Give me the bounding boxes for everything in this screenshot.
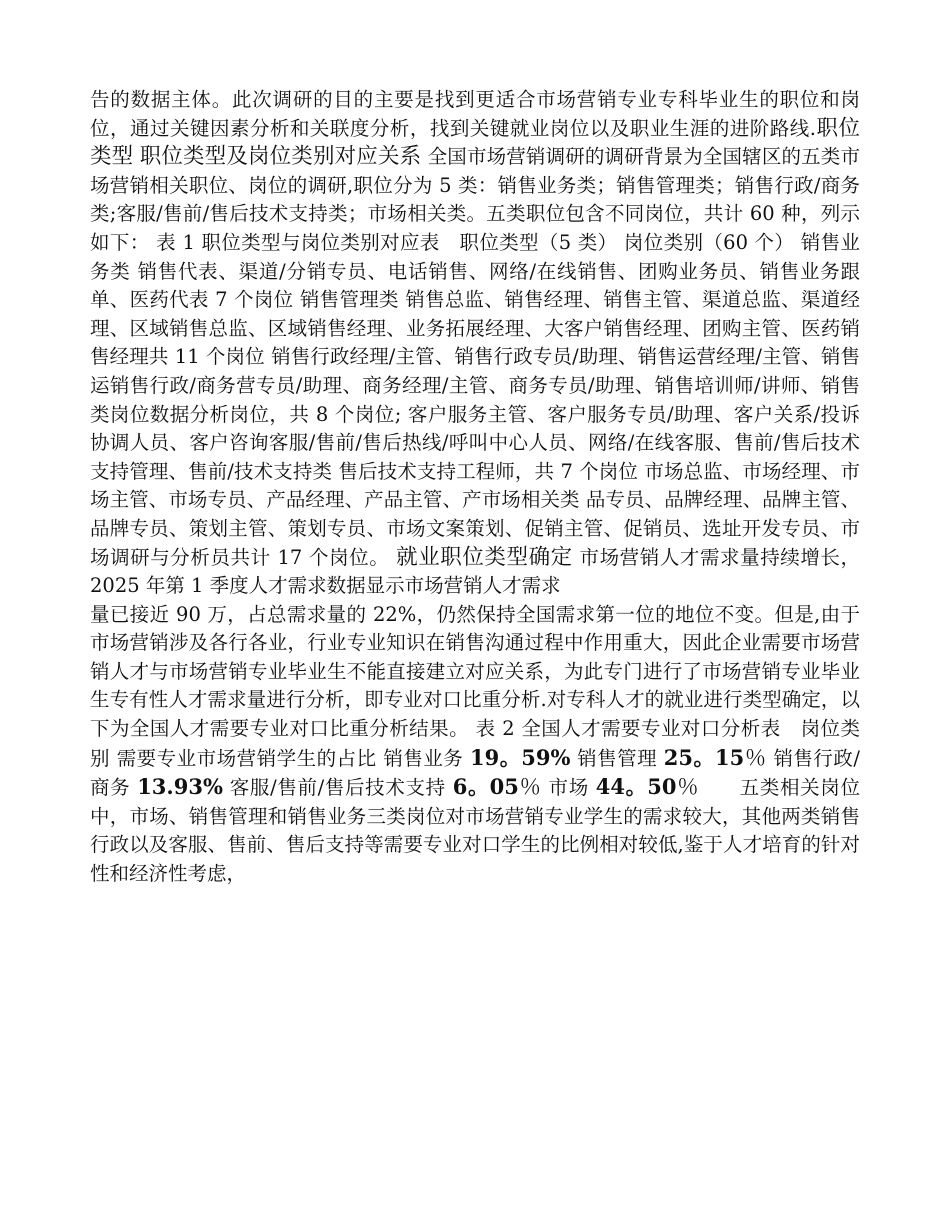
heading-mapping: 职位类型及岗位类别对应关系 — [139, 144, 422, 170]
table2-row — [549, 776, 740, 799]
row-unit: ％ — [518, 775, 542, 801]
row-category: 销售业务 — [383, 746, 464, 770]
intro-text: 告的数据主体。此次调研的目的主要是找到更适合市场营销专业专科毕业生的职位和岗位，通过关键因素分析和关联度分析，找到关键就业岗位以及职业生涯的进阶路线. — [90, 88, 860, 140]
row-category: 客服/售前/售后技术支持 — [229, 776, 446, 800]
paragraph-block-1 — [90, 86, 860, 601]
row-sep — [542, 776, 549, 799]
demand-text: 量已接近 90 万，占总需求量的 22%，仍然保持全国需求第一位的地位不变。但是,由于市场营销涉及各行各业，行业专业知识在销售沟通过程中作用重大，因此企业需要市场营销人才与市场营销专业毕业生不能直接建立对应关系，为此专门进行了市场营销专业毕业生专有性人才需求量进行分析，即专业对口比重分析.对专科人才的就业进行类型确定，以下为全国人才需要专业对口比重分析结果。 — [90, 602, 860, 741]
row-value: 25。15 — [663, 744, 745, 770]
survey-text: 全国市场营销调研的调研背景为全国辖区的五类市场营销相关职位、岗位的调研,职位分为 5 类：销售业务类；销售管理类；销售行政/商务类;客服/售前/售后技术支持类；市场相关类。五类职位包含不同岗位，共计 60 种，列示如下： — [90, 145, 860, 254]
demand-start: 市场营销人才需求量持续增长，2025 年第 1 季度人才需求数据显示市场营销人才需求 — [90, 545, 860, 598]
row-sep — [699, 776, 739, 799]
table1-text: 表 1 职位类型与岗位类别对应表 职位类型（5 类） 岗位类别（60 个） 销售业务类 销售代表、渠道/分销专员、电话销售、网络/在线销售、团购业务员、销售业务跟单、医药代表 7 个岗位 销售管理类 销售总监、销售经理、销售主管、渠道总监、渠道经理、区域销售总监、区域销售经理、业务拓展经理、大客户销售经理、团购主管、医药销售经理共 11 个岗位 销售行政经理/主管、销售行政专员/助理、销售运营经理/主管、销售运销售行政/商务营专员/助理、商务经理/主管、商务专员/助理、销售培训师/讲师、销售类岗位数据分析岗位，共 8 个岗位; 客户服务主管、客户服务专员/助理、客户关系/投诉协调人员、客户咨询客服/售前/售后热线/呼叫中心人员、网络/在线客服、售前/售后技术支持管理、售前/技术支持类 售后技术支持工程师，共 7 个岗位 市场总监、市场经理、市场主管、市场专员、产品经理、产品主管、产市场相关类 品专员、品牌经理、品牌主管、品牌专员、策划主管、策划专员、市场文案策划、促销主管、促销员、选址开发专员、市场调研与分析员共计 17 个岗位。 — [90, 230, 860, 569]
row-category: 市场 — [548, 776, 589, 800]
document-page — [90, 86, 860, 889]
row-value: 44。50 — [595, 774, 677, 800]
conclusion-text: 五类相关岗位中，市场、销售管理和销售业务三类岗位对市场营销专业学生的需求较大，其他两类销售行政以及客服、售前、售后支持等需要专业对口学生的比例相对较低,鉴于人才培育的针对性和经济性考虑， — [90, 776, 860, 886]
row-value: 13.93% — [137, 774, 223, 800]
row-category: 销售管理 — [577, 746, 658, 770]
table2-row — [383, 744, 577, 770]
row-value: 6。05 — [452, 774, 519, 800]
table2-intro: 表 2 全国人才需要专业对口分析表 岗位类别 需要专业市场营销学生的占比 — [90, 717, 860, 770]
row-unit: ％ — [676, 775, 700, 801]
table2-row — [230, 776, 549, 799]
row-category: 销售行政/商务 — [90, 746, 860, 800]
row-sep — [223, 776, 230, 799]
paragraph-block-2 — [90, 601, 860, 889]
table2-row — [577, 744, 773, 771]
row-unit: ％ — [744, 745, 767, 771]
row-value: 19。59% — [470, 744, 571, 770]
heading-position-type: 职位类型 — [90, 115, 860, 170]
heading-employment: 就业职位类型确定 — [396, 544, 573, 570]
